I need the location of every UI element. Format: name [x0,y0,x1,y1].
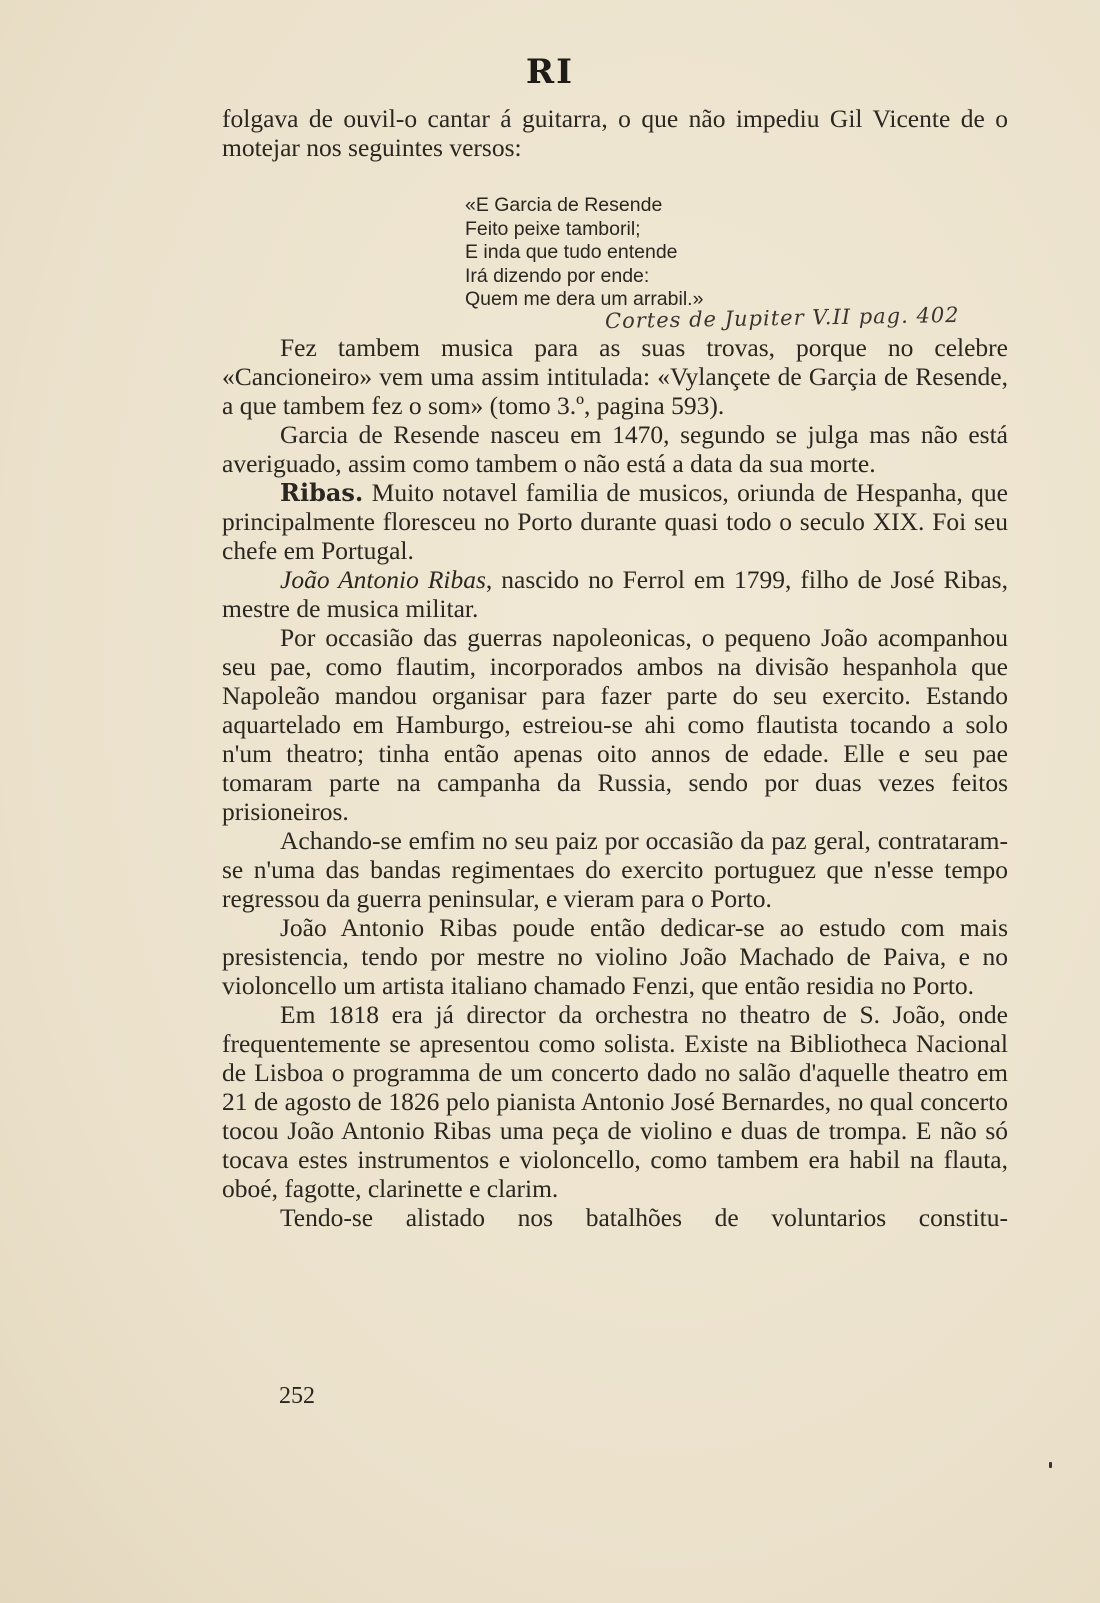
handwritten-annotation: Cortes de Jupiter V.II pag. 402 [604,302,960,334]
running-header: RI [525,52,575,92]
paragraph: Fez tambem musica para as suas trovas, porque no celebre «Cancioneiro» vem uma assim intitulada: «Vylançete de Garçia de Resende, a que tambem fez o som» (tomo 3.º, pagina 593). [222,333,1008,420]
paragraph: João Antonio Ribas poude então dedicar-se ao estudo com mais presistencia, tendo por mestre no violino João Machado de Paiva, e no violoncello um artista italiano chamado Fenzi, que então residia no Porto. [222,913,1008,1000]
verse-line: Feito peixe tamboril; [465,217,641,240]
intro-paragraph: folgava de ouvil-o cantar á guitarra, o que não impediu Gil Vicente de o motejar nos seguintes versos: [222,104,1008,162]
person-name: João Antonio Ribas [280,565,486,594]
verse-line: Quem me dera um arrabil.» [465,288,704,310]
person-text: , nascido no Ferrol em 1799, filho de José Ribas, mestre de musica militar. [222,565,1008,623]
paragraph: Achando-se emfim no seu paiz por occasião da paz geral, contrataram-se n'uma das bandas regimentaes do exercito portuguez que n'esse tempo regressou da guerra peninsular, e vieram para o Porto. [222,826,1008,913]
page-number: 252 [279,1383,315,1409]
intro-block [222,104,1008,162]
entry-text: Muito notavel familia de musicos, oriunda de Hespanha, que principalmente floresceu no Porto durante quasi todo o seculo XIX. Foi seu chefe em Portugal. [222,478,1008,565]
verse-block [465,194,703,312]
verse-line: «E Garcia de Resende [465,194,663,216]
paragraph: Garcia de Resende nasceu em 1470, segundo se julga mas não está averiguado, assim como tambem o não está a data da sua morte. [222,420,1008,478]
person-paragraph [222,565,1008,623]
paragraph: Em 1818 era já director da orchestra no theatro de S. João, onde frequentemente se apresentou como solista. Existe na Bibliotheca Nacional de Lisboa o programma de um concerto dado no salão d'aquelle theatro em 21 de agosto de 1826 pelo pianista Antonio José Bernardes, no qual concerto tocou João Antonio Ribas uma peça de violino e duas de trompa. E não só tocava estes instrumentos e violoncello, como tambem era habil na flauta, oboé, fagotte, clarinette e clarim. [222,1000,1008,1203]
paragraph: Por occasião das guerras napoleonicas, o pequeno João acompanhou seu pae, como flautim, incorporados ambos na divisão hespanhola que Napoleão mandou organisar para fazer parte do seu exercito. Estando aquartelado em Hamburgo, estreiou-se ahi como flautista tocando a solo n'um theatro; tinha então apenas oito annos de edade. Elle e seu pae tomaram parte na campanha da Russia, sendo por duas vezes feitos prisioneiros. [222,623,1008,826]
ink-speck [1049,1462,1052,1468]
verse-line: E inda que tudo entende [465,241,678,263]
body-text [222,333,1008,1232]
entry-paragraph [222,478,1008,565]
verse-line: Irá dizendo por ende: [465,264,650,287]
paragraph: Tendo-se alistado nos batalhões de voluntarios constitu- [280,1203,1008,1232]
entry-heading: Ribas. [280,478,364,507]
